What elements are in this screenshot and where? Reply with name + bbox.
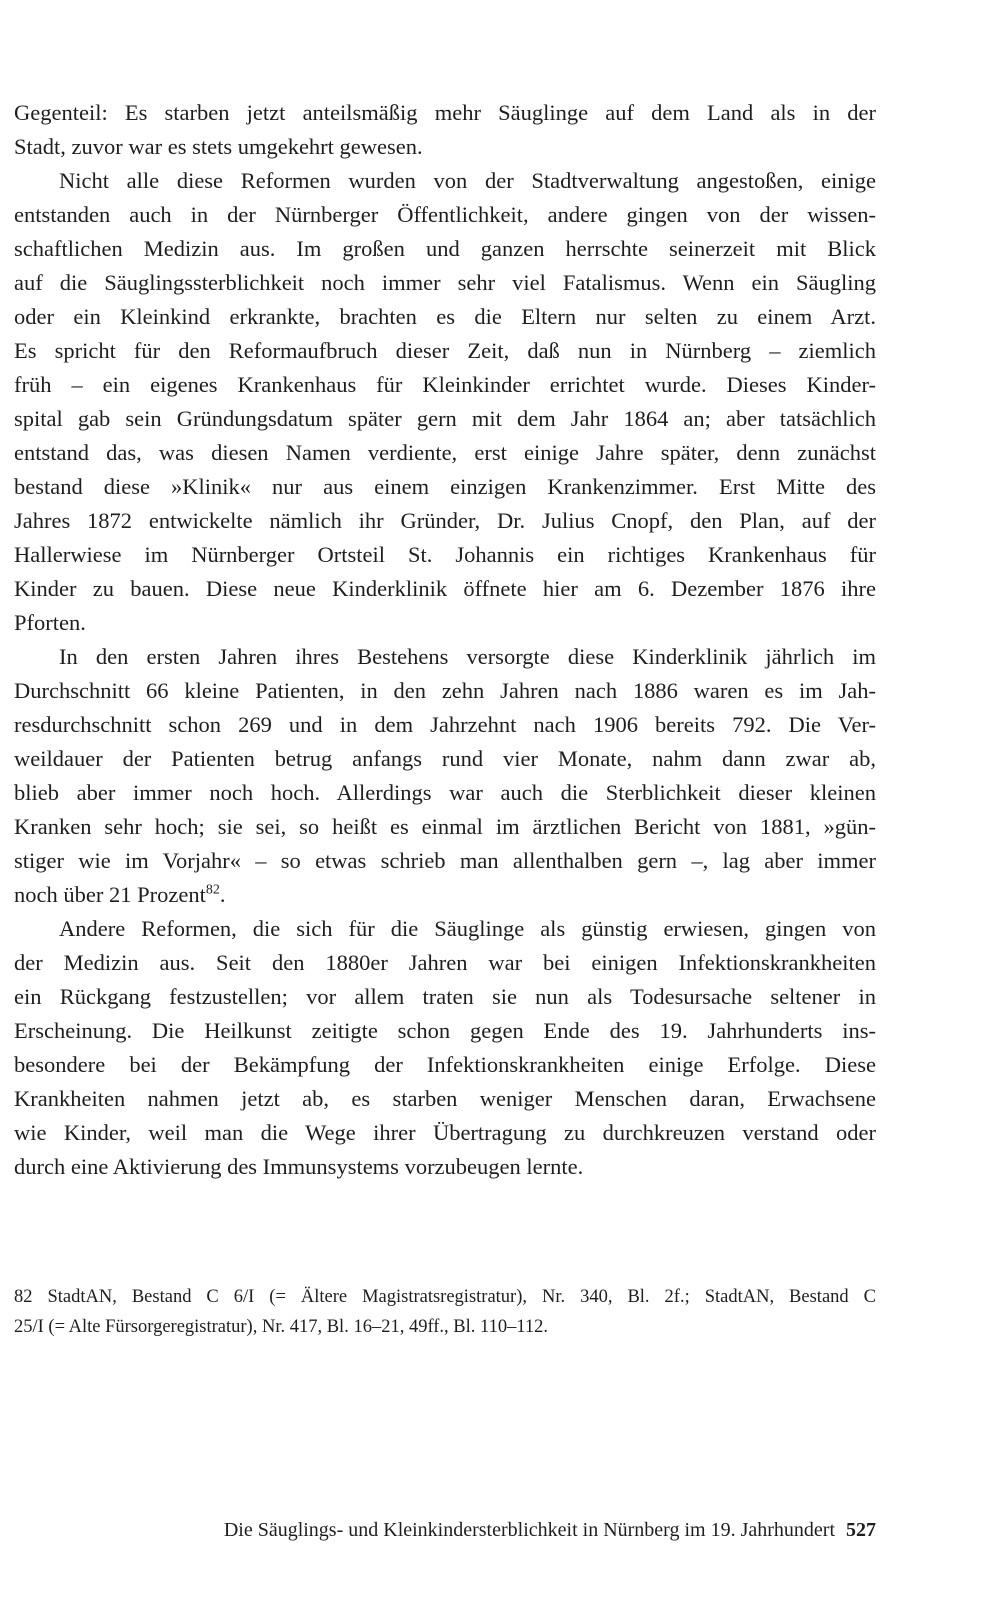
- page-number: 527: [846, 1519, 876, 1541]
- text-line: ein Rückgang festzustellen; vor allem traten sie nun als Todesursache seltener in: [14, 984, 876, 1009]
- text-line: weildauer der Patienten betrug anfangs rund vier Monate, nahm dann zwar ab,: [14, 746, 876, 771]
- text-line: Andere Reformen, die sich für die Säuglinge als günstig erwiesen, gingen von: [59, 916, 876, 941]
- text-line: Kinder zu bauen. Diese neue Kinderklinik öffnete hier am 6. Dezember 1876 ihre: [14, 576, 876, 601]
- text-line: Stadt, zuvor war es stets umgekehrt gewesen.: [14, 134, 423, 159]
- running-footer: [14, 1516, 876, 1544]
- text-line: auf die Säuglingssterblichkeit noch immer sehr viel Fatalismus. Wenn ein Säugling: [14, 270, 876, 295]
- text-line: Nicht alle diese Reformen wurden von der Stadtverwaltung angestoßen, einige: [59, 168, 876, 193]
- text-line: wie Kinder, weil man die Wege ihrer Übertragung zu durchkreuzen verstand oder: [14, 1120, 876, 1145]
- text-line: [14, 878, 876, 912]
- text-line: Hallerwiese im Nürnberger Ortsteil St. Johannis ein richtiges Krankenhaus für: [14, 542, 876, 567]
- text-line: entstand das, was diesen Namen verdiente, erst einige Jahre später, denn zunächst: [14, 440, 876, 465]
- text-line: der Medizin aus. Seit den 1880er Jahren war bei einigen Infektionskrankheiten: [14, 950, 876, 975]
- text-line: Pforten.: [14, 610, 86, 635]
- footnote-line: 25/I (= Alte Fürsorgeregistratur), Nr. 417, Bl. 16–21, 49ff., Bl. 110–112.: [14, 1317, 549, 1337]
- paragraph: [14, 640, 876, 912]
- text-line: In den ersten Jahren ihres Bestehens versorgte diese Kinderklinik jährlich im: [59, 644, 876, 669]
- text-line: schaftlichen Medizin aus. Im großen und ganzen herrschte seinerzeit mit Blick: [14, 236, 876, 261]
- text-line: Kranken sehr hoch; sie sei, so heißt es einmal im ärztlichen Bericht von 1881, »gün-: [14, 814, 876, 839]
- text-line: Jahres 1872 entwickelte nämlich ihr Gründer, Dr. Julius Cnopf, den Plan, auf der: [14, 508, 876, 533]
- text-line: resdurchschnitt schon 269 und in dem Jahrzehnt nach 1906 bereits 792. Die Ver-: [14, 712, 876, 737]
- running-footer-title: Die Säuglings- und Kleinkindersterblichkeit in Nürnberg im 19. Jahrhundert: [223, 1519, 835, 1541]
- text-line: Gegenteil: Es starben jetzt anteilsmäßig mehr Säuglinge auf dem Land als in der: [14, 100, 876, 125]
- paragraph: [14, 164, 876, 640]
- text-line-content: noch über 21 Prozent: [14, 882, 206, 907]
- text-line: durch eine Aktivierung des Immunsystems vorzubeugen lernte.: [14, 1154, 584, 1179]
- footnote-reference[interactable]: 82: [205, 882, 220, 898]
- footnote: [14, 1282, 876, 1342]
- text-line: bestand diese »Klinik« nur aus einem einzigen Krankenzimmer. Erst Mitte des: [14, 474, 876, 499]
- text-line: Krankheiten nahmen jetzt ab, es starben weniger Menschen daran, Erwachsene: [14, 1086, 876, 1111]
- paragraph: [14, 912, 876, 1184]
- body-text: [14, 96, 876, 1184]
- sentence-period: .: [219, 882, 226, 907]
- text-line: Es spricht für den Reformaufbruch dieser Zeit, daß nun in Nürnberg – ziemlich: [14, 338, 876, 363]
- text-line: spital gab sein Gründungsdatum später gern mit dem Jahr 1864 an; aber tatsächlich: [14, 406, 876, 431]
- text-line: oder ein Kleinkind erkrankte, brachten es die Eltern nur selten zu einem Arzt.: [14, 304, 876, 329]
- footnote-line: 82 StadtAN, Bestand C 6/I (= Ältere Magistratsregistratur), Nr. 340, Bl. 2f.; StadtAN, Bestand C: [14, 1287, 876, 1307]
- text-line: Erscheinung. Die Heilkunst zeitigte schon gegen Ende des 19. Jahrhunderts ins-: [14, 1018, 876, 1043]
- text-line: besondere bei der Bekämpfung der Infektionskrankheiten einige Erfolge. Diese: [14, 1052, 876, 1077]
- text-line: früh – ein eigenes Krankenhaus für Kleinkinder errichtet wurde. Dieses Kinder-: [14, 372, 876, 397]
- paragraph: [14, 96, 876, 164]
- text-line: blieb aber immer noch hoch. Allerdings war auch die Sterblichkeit dieser kleinen: [14, 780, 876, 805]
- text-line: stiger wie im Vorjahr« – so etwas schrieb man allenthalben gern –, lag aber immer: [14, 848, 876, 873]
- text-line: entstanden auch in der Nürnberger Öffentlichkeit, andere gingen von der wissen-: [14, 202, 876, 227]
- text-line: Durchschnitt 66 kleine Patienten, in den zehn Jahren nach 1886 waren es im Jah-: [14, 678, 876, 703]
